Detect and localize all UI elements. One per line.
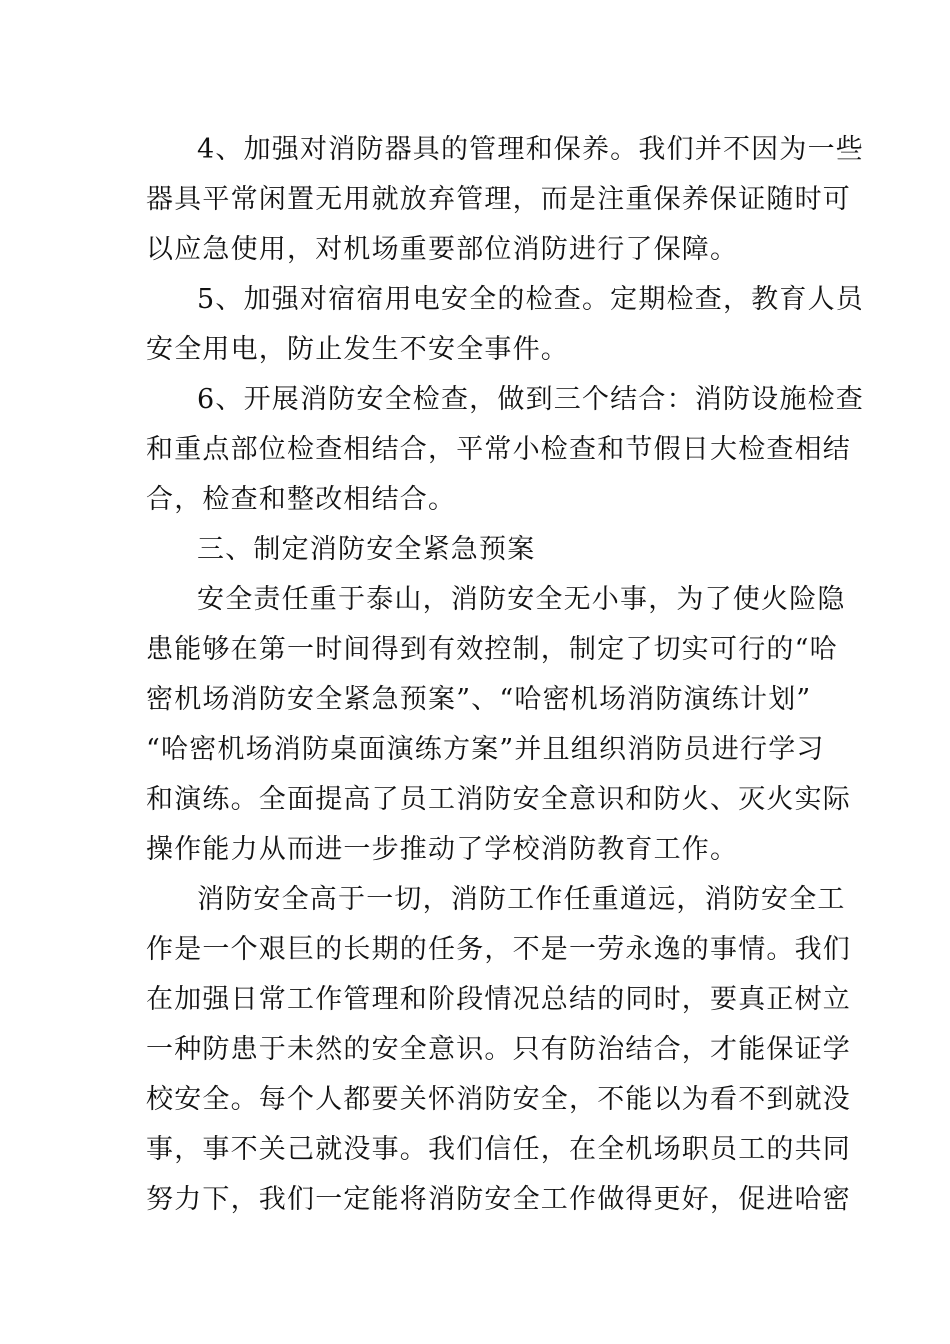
paragraph-7-line-1: 安全责任重于泰山，消防安全无小事，为了使火险隐 bbox=[197, 584, 846, 615]
paragraph-8-line-7: 努力下，我们一定能将消防安全工作做得更好，促进哈密 bbox=[146, 1184, 851, 1215]
paragraph-8-line-6: 事，事不关己就没事。我们信任，在全机场职员工的共同 bbox=[146, 1134, 851, 1165]
paragraph-8-line-3: 在加强日常工作管理和阶段情况总结的同时，要真正树立 bbox=[146, 984, 851, 1015]
paragraph-4-line-2: 器具平常闲置无用就放弃管理，而是注重保养保证随时可 bbox=[146, 184, 851, 215]
paragraph-6-line-2: 和重点部位检查相结合，平常小检查和节假日大检查相结 bbox=[146, 434, 851, 465]
paragraph-8-line-4: 一种防患于未然的安全意识。只有防治结合，才能保证学 bbox=[146, 1034, 851, 1065]
paragraph-7-line-3: 密机场消防安全紧急预案”、“哈密机场消防演练计划” bbox=[146, 684, 812, 715]
paragraph-6-line-3: 合，检查和整改相结合。 bbox=[146, 484, 457, 515]
paragraph-8-line-1: 消防安全高于一切，消防工作任重道远，消防安全工 bbox=[197, 884, 846, 915]
paragraph-8-line-2: 作是一个艰巨的长期的任务，不是一劳永逸的事情。我们 bbox=[146, 934, 851, 965]
section-heading: 三、制定消防安全紧急预案 bbox=[197, 534, 536, 565]
paragraph-8-line-5: 校安全。每个人都要关怀消防安全，不能以为看不到就没 bbox=[146, 1084, 851, 1115]
paragraph-4-line-1: 4、加强对消防器具的管理和保养。我们并不因为一些 bbox=[197, 134, 864, 165]
paragraph-7-line-2: 患能够在第一时间得到有效控制，制定了切实可行的“哈 bbox=[146, 634, 838, 665]
paragraph-7-line-4: “哈密机场消防桌面演练方案”并且组织消防员进行学习 bbox=[146, 734, 825, 765]
paragraph-5-line-1: 5、加强对宿宿用电安全的检查。定期检查，教育人员 bbox=[197, 284, 864, 315]
paragraph-6-line-1: 6、开展消防安全检查，做到三个结合：消防设施检查 bbox=[197, 384, 864, 415]
paragraph-7-line-5: 和演练。全面提高了员工消防安全意识和防火、灭火实际 bbox=[146, 784, 851, 815]
paragraph-5-line-2: 安全用电，防止发生不安全事件。 bbox=[146, 334, 569, 365]
paragraph-4-line-3: 以应急使用，对机场重要部位消防进行了保障。 bbox=[146, 234, 739, 265]
paragraph-7-line-6: 操作能力从而进一步推动了学校消防教育工作。 bbox=[146, 834, 739, 865]
